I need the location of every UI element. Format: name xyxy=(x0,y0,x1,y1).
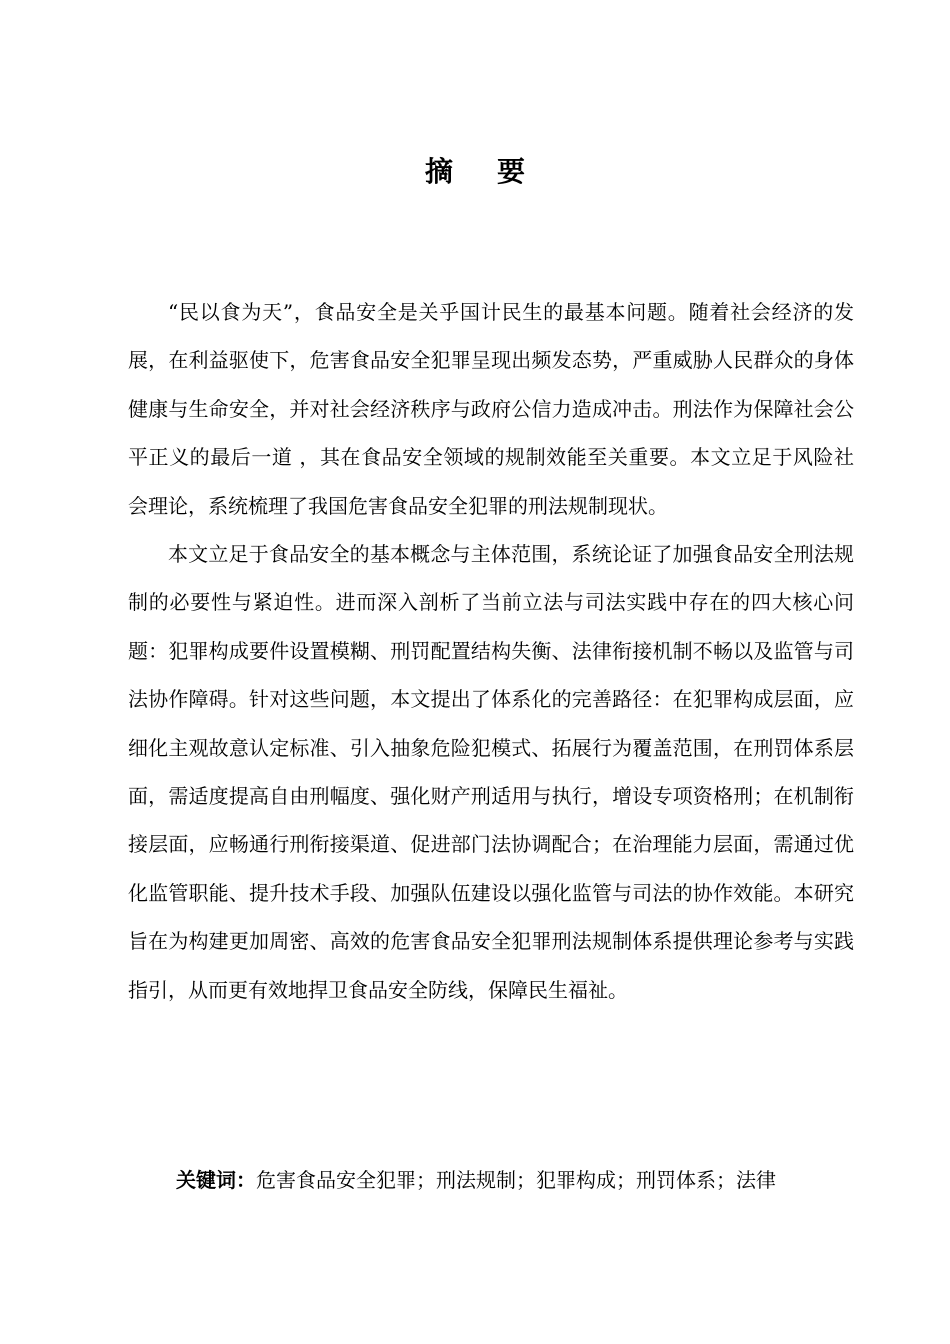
keywords-label: 关键词： xyxy=(176,1168,256,1192)
title-char-2: 要 xyxy=(497,155,526,188)
keywords-line xyxy=(176,1160,876,1200)
keywords-text: 危害食品安全犯罪；刑法规制；犯罪构成；刑罚体系；法律 xyxy=(256,1168,776,1192)
title-char-1: 摘 xyxy=(424,155,453,188)
abstract-paragraph-1: “民以食为天”，食品安全是关乎国计民生的最基本问题。随着社会经济的发展，在利益驱使下，危害食品安全犯罪呈现出频发态势，严重威胁人民群众的身体健康与生命安全，并对社会经济秩序与政府公信力造成冲击。刑法作为保障社会公平正义的最后一道 ，其在食品安全领域的规制效能至关重要。本文立足于风险社会理论，系统梳理了我国危害食品安全犯罪的刑法规制现状。 xyxy=(128,300,854,518)
abstract-paragraph-2: 本文立足于食品安全的基本概念与主体范围，系统论证了加强食品安全刑法规制的必要性与紧迫性。进而深入剖析了当前立法与司法实践中存在的四大核心问题：犯罪构成要件设置模糊、刑罚配置结构失衡、法律衔接机制不畅以及监管与司法协作障碍。针对这些问题，本文提出了体系化的完善路径：在犯罪构成层面，应细化主观故意认定标准、引入抽象危险犯模式、拓展行为覆盖范围，在刑罚体系层面，需适度提高自由刑幅度、强化财产刑适用与执行，增设专项资格刑；在机制衔接层面，应畅通行刑衔接渠道、促进部门法协调配合；在治理能力层面，需通过优化监管职能、提升技术手段、加强队伍建设以强化监管与司法的协作效能。本研究旨在为构建更加周密、高效的危害食品安全犯罪刑法规制体系提供理论参考与实践指引，从而更有效地捍卫食品安全防线，保障民生福祉。 xyxy=(128,542,854,1002)
abstract-body xyxy=(128,288,854,1014)
page-title xyxy=(0,150,950,190)
